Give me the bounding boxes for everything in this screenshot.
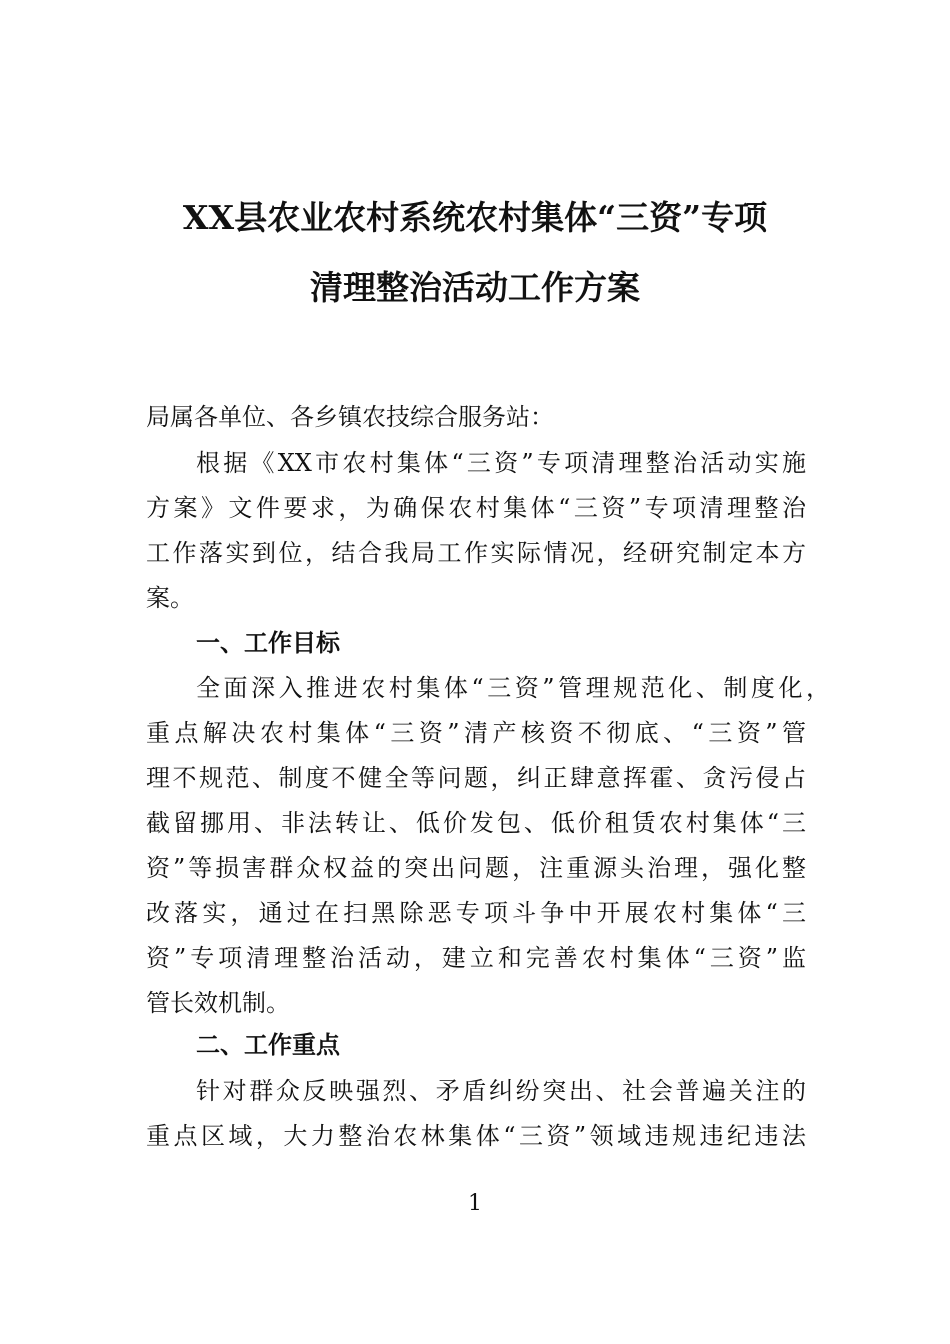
intro-line: 工作落实到位，结合我局工作实际情况，经研究制定本方 [146, 539, 806, 567]
section1-line: 管长效机制。 [146, 989, 290, 1017]
document-title-line-2: 清理整治活动工作方案 [310, 268, 640, 307]
section1-line: 资”等损害群众权益的突出问题，注重源头治理，强化整 [146, 854, 806, 882]
salutation: 局属各单位、各乡镇农技综合服务站： [146, 403, 554, 431]
page-number: 1 [468, 1191, 482, 1216]
intro-line: 案。 [146, 584, 194, 612]
section1-line: 全面深入推进农村集体“三资”管理规范化、制度化， [196, 674, 830, 702]
intro-line: 方案》文件要求，为确保农村集体“三资”专项清理整治 [146, 494, 806, 522]
section1-line: 截留挪用、非法转让、低价发包、低价租赁农村集体“三 [146, 809, 806, 837]
section-heading-goals: 一、工作目标 [196, 629, 340, 657]
section-heading-focus: 二、工作重点 [196, 1031, 340, 1059]
section1-line: 理不规范、制度不健全等问题，纠正肆意挥霍、贪污侵占 [146, 764, 806, 792]
intro-line: 根据《XX市农村集体“三资”专项清理整治活动实施 [196, 449, 806, 477]
section2-line: 针对群众反映强烈、矛盾纠纷突出、社会普遍关注的 [196, 1077, 806, 1105]
section1-line: 改落实，通过在扫黑除恶专项斗争中开展农村集体“三 [146, 899, 806, 927]
section1-line: 重点解决农村集体“三资”清产核资不彻底、“三资”管 [146, 719, 806, 747]
document-title-line-1: XX县农业农村系统农村集体“三资”专项 [182, 198, 768, 237]
section1-line: 资”专项清理整治活动，建立和完善农村集体“三资”监 [146, 944, 806, 972]
section2-line: 重点区域，大力整治农林集体“三资”领域违规违纪违法 [146, 1122, 806, 1150]
